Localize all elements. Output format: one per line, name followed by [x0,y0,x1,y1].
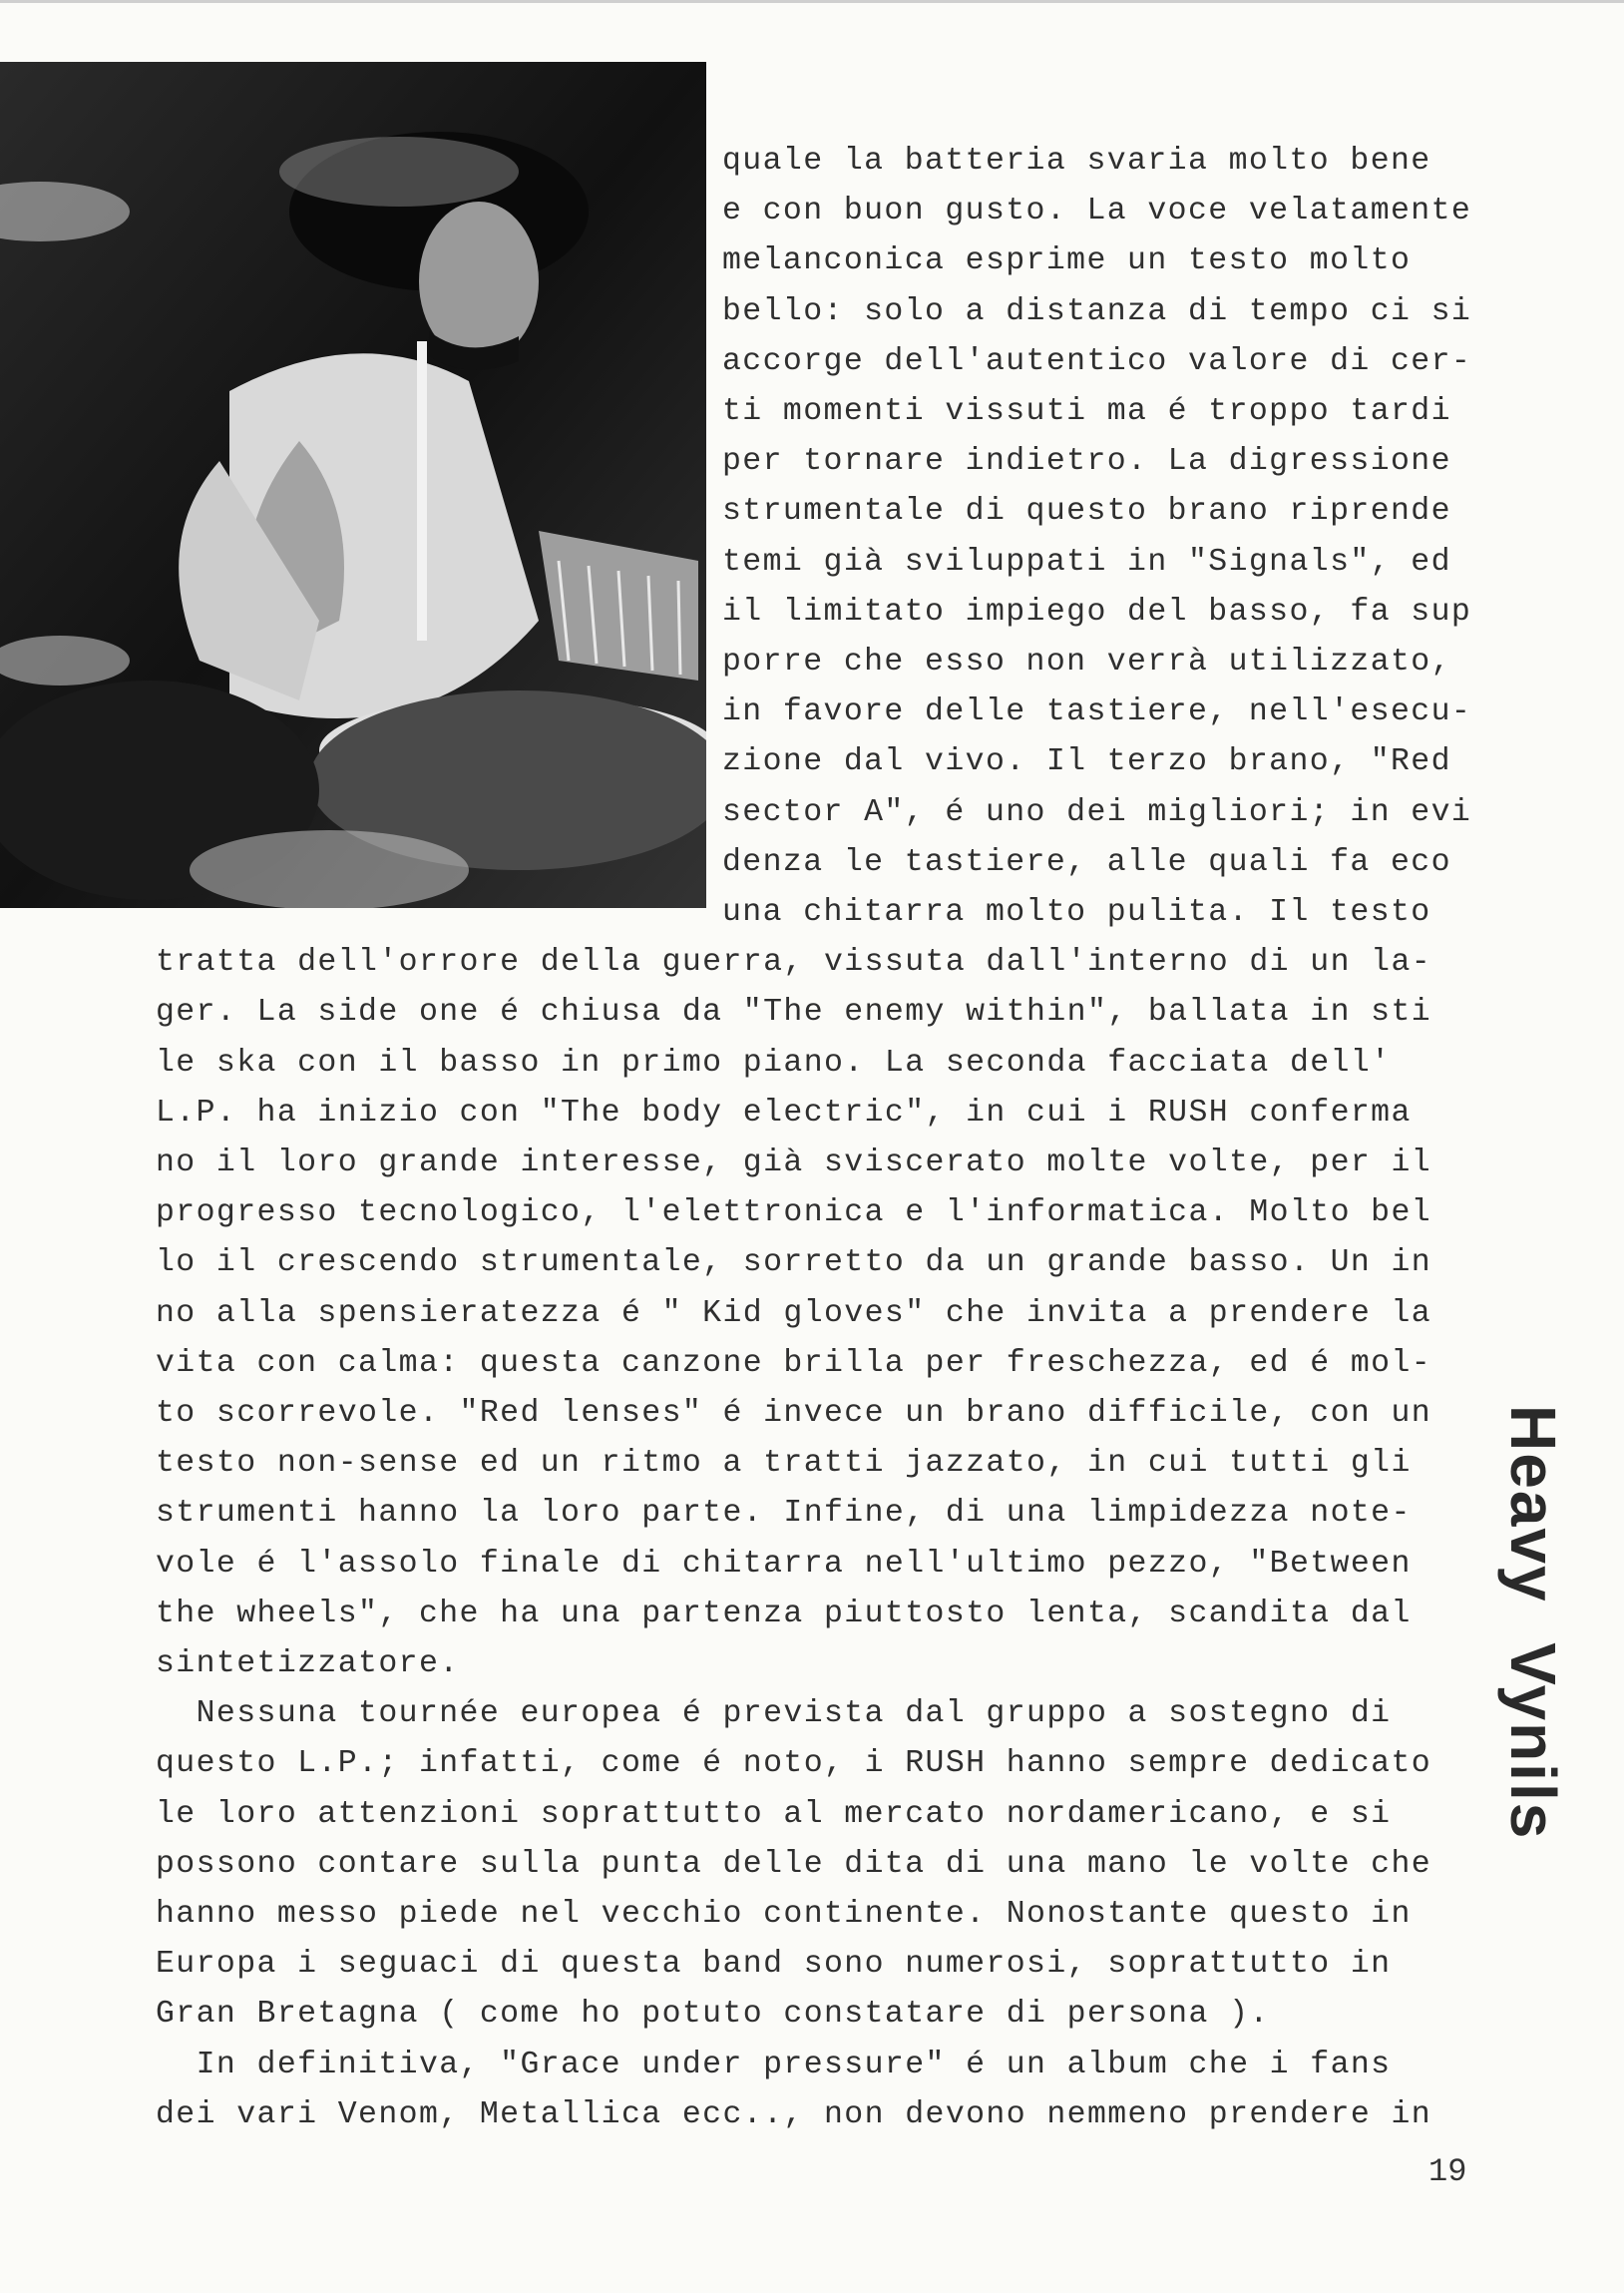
text-line: in favore delle tastiere, nell'esecu- [722,694,1472,730]
text-line: per tornare indietro. La digressione [722,444,1451,480]
drummer-photo-graphic [0,62,706,908]
text-line: porre che esso non verrà utilizzato, [722,645,1451,680]
text-line: In definitiva, "Grace under pressure" é un album che i fans [156,2047,1392,2082]
text-line: ger. La side one é chiusa da "The enemy within", ballata in sti [156,995,1432,1031]
text-line: Nessuna tournée europea é prevista dal gruppo a sostegno di [156,1696,1392,1732]
section-title: Heavy Vynils [1497,1405,1569,1841]
text-line: strumenti hanno la loro parte. Infine, di una limpidezza note- [156,1496,1412,1532]
text-line: tratta dell'orrore della guerra, vissuta dall'interno di un la- [156,945,1432,981]
text-line: Gran Bretagna ( come ho potuto constatare di persona ). [156,1997,1270,2033]
text-line: Europa i seguaci di questa band sono numerosi, soprattutto in [156,1947,1392,1983]
text-line: e con buon gusto. La voce velatamente [722,194,1472,229]
text-line: una chitarra molto pulita. Il testo [722,895,1431,930]
text-line: the wheels", che ha una partenza piuttosto lenta, scandita dal [156,1596,1412,1631]
text-line: L.P. ha inizio con "The body electric", in cui i RUSH conferma [156,1095,1412,1131]
text-line: to scorrevole. "Red lenses" é invece un brano difficile, con un [156,1396,1432,1431]
text-line: possono contare sulla punta delle dita di una mano le volte che [156,1846,1432,1882]
text-line: dei vari Venom, Metallica ecc.., non devono nemmeno prendere in [156,2096,1432,2132]
text-line: sintetizzatore. [156,1646,460,1681]
page-number: 19 [1428,2153,1467,2190]
top-edge [0,0,1624,3]
text-line: le loro attenzioni soprattutto al mercato nordamericano, e si [156,1796,1392,1832]
text-line: testo non-sense ed un ritmo a tratti jazzato, in cui tutti gli [156,1446,1412,1482]
text-line: strumentale di questo brano riprende [722,494,1451,530]
drummer-photo [0,62,706,908]
text-line: no alla spensieratezza é " Kid gloves" che invita a prendere la [156,1295,1432,1331]
text-line: progresso tecnologico, l'elettronica e l'informatica. Molto bel [156,1195,1432,1231]
text-line: questo L.P.; infatti, come é noto, i RUSH hanno sempre dedicato [156,1746,1432,1782]
text-line: temi già sviluppati in "Signals", ed [722,544,1451,580]
text-line: melanconica esprime un testo molto [722,243,1412,279]
text-line: ti momenti vissuti ma é troppo tardi [722,394,1451,429]
text-line: vole é l'assolo finale di chitarra nell'ultimo pezzo, "Between [156,1546,1412,1582]
text-line: quale la batteria svaria molto bene [722,144,1431,179]
text-line: lo il crescendo strumentale, sorretto da un grande basso. Un in [156,1245,1432,1281]
text-line: denza le tastiere, alle quali fa eco [722,844,1451,880]
text-line: le ska con il basso in primo piano. La seconda facciata dell' [156,1045,1392,1081]
text-line: il limitato impiego del basso, fa sup [722,594,1472,630]
text-line: vita con calma: questa canzone brilla per freschezza, ed é mol- [156,1345,1432,1381]
text-line: zione dal vivo. Il terzo brano, "Red [722,744,1451,780]
text-line: sector A", é uno dei migliori; in evi [722,794,1472,830]
text-line: hanno messo piede nel vecchio continente. Nonostante questo in [156,1897,1412,1932]
text-line: bello: solo a distanza di tempo ci si [722,293,1472,329]
text-line: no il loro grande interesse, già sviscerato molte volte, per il [156,1146,1432,1180]
text-line: accorge dell'autentico valore di cer- [722,343,1472,379]
